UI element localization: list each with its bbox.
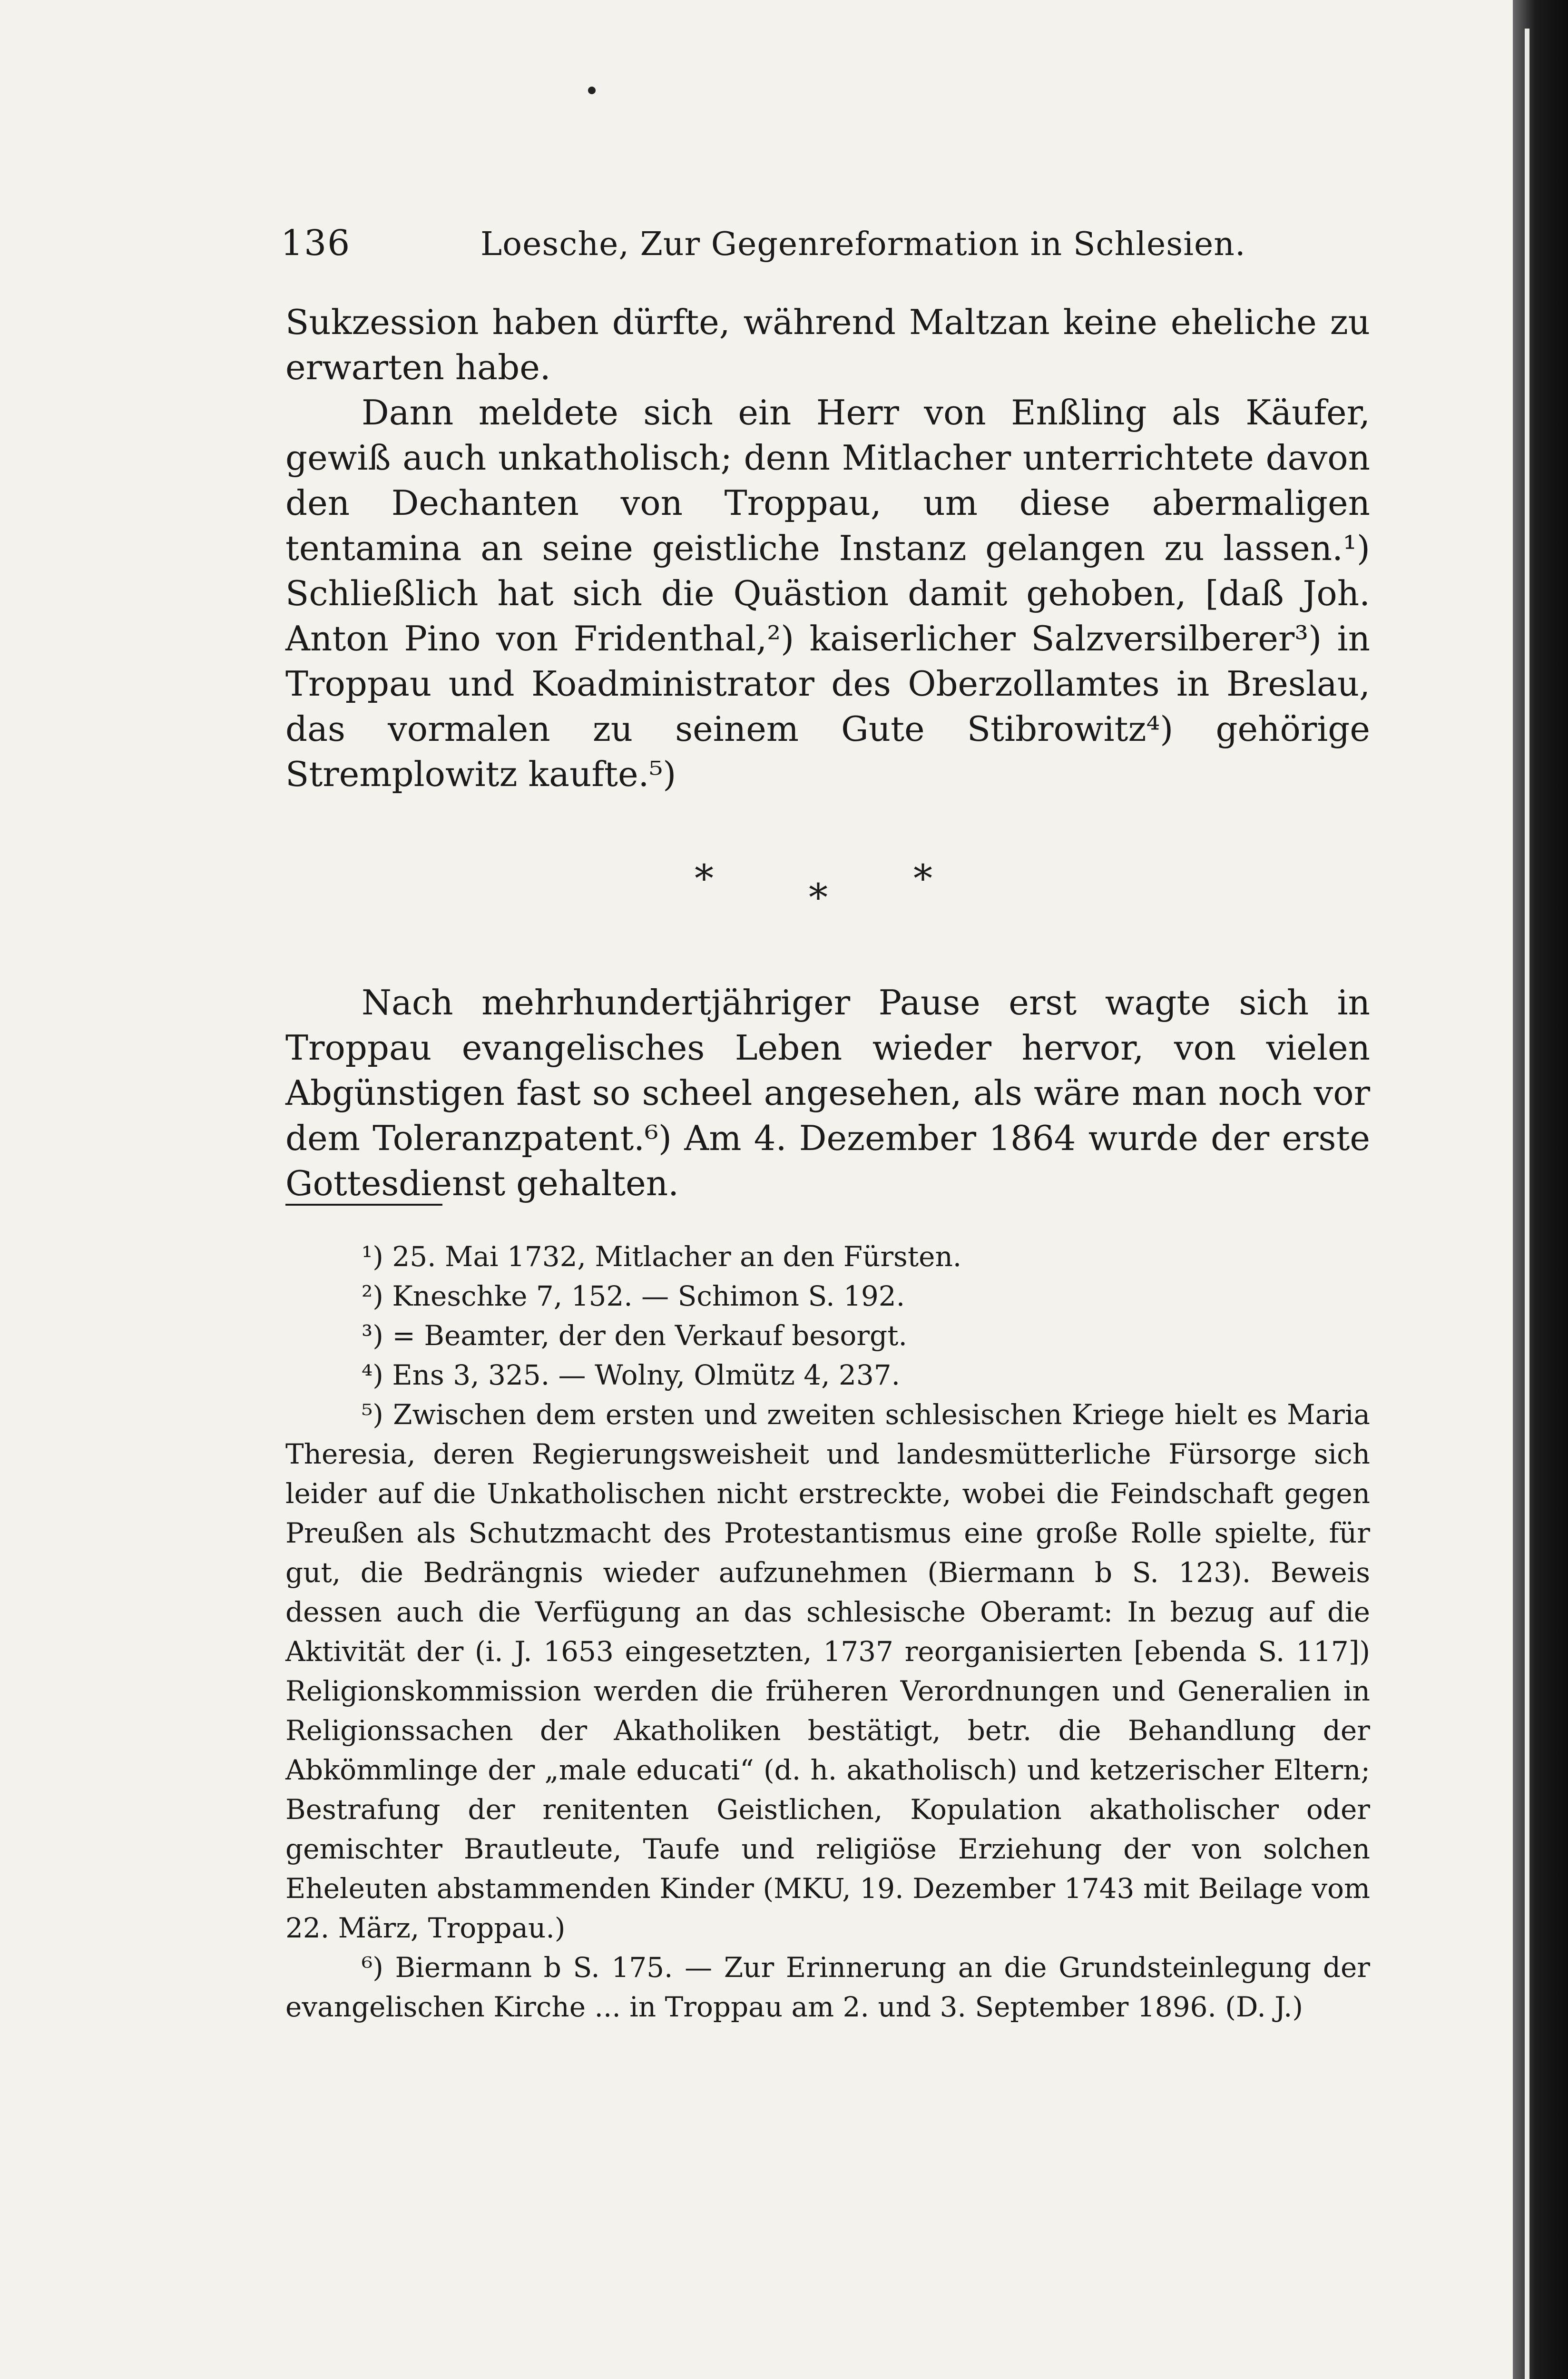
separator-star: * (695, 856, 714, 901)
body-paragraph-2: Dann meldete sich ein Herr von Enßling als Käufer, gewiß auch unkatholisch; denn Mitlacher unterrichtete davon den Dechanten von Troppau, um diese abermaligen tentamina an seine geistliche Instanz gelangen zu lassen.¹) Schließlich hat sich die Quästion damit gehoben, [daß Joh. Anton Pino von Fridenthal,²) kaiserlicher Salzversilberer³) in Troppau und Koadministrator des Oberzollamtes in Breslau, das vormalen zu seinem Gute Stibrowitz⁴) gehörige Stremplowitz kaufte.⁵) (285, 393, 1370, 794)
footnote-6: ⁶) Biermann b S. 175. — Zur Erinnerung an die Grundsteinlegung der evangelischen Kirche ... in Troppau am 2. und 3. September 1896. (D. J.) (285, 1951, 1370, 2023)
footnote-4: ⁴) Ens 3, 325. — Wolny, Olmütz 4, 237. (362, 1359, 901, 1391)
footnote-2: ²) Kneschke 7, 152. — Schimon S. 192. (362, 1280, 905, 1312)
scan-edge-shadow (1513, 0, 1568, 2379)
page-header (281, 223, 1356, 275)
body-paragraph-3: Nach mehrhundertjähriger Pause erst wagte sich in Troppau evangelisches Leben wieder hervor, von vielen Abgünstigen fast so scheel angesehen, als wäre man noch vor dem Toleranzpatent.⁶) Am 4. Dezember 1864 wurde der erste Gottesdienst gehalten. (285, 983, 1370, 1203)
scan-edge-line (1525, 29, 1529, 2379)
ink-speck (588, 87, 596, 94)
separator-star: * (913, 856, 932, 901)
footnote-5: ⁵) Zwischen dem ersten und zweiten schlesischen Kriege hielt es Maria Theresia, deren Regierungsweisheit und landesmütterliche Fürsorge sich leider auf die Unkatholischen nicht erstreckte, wobei die Feindschaft gegen Preußen als Schutzmacht des Protestantismus eine große Rolle spielte, für gut, die Bedrängnis wieder aufzunehmen (Biermann b S. 123). Beweis dessen auch die Verfügung an das schlesische Oberamt: In bezug auf die Aktivität der (i. J. 1653 eingesetzten, 1737 reorganisierten [ebenda S. 117]) Religionskommission werden die früheren Verordnungen und Generalien in Religionssachen der Akatholiken bestätigt, betr. die Behandlung der Abkömmlinge der „male educati“ (d. h. akatholisch) und ketzerischer Eltern; Bestrafung der renitenten Geistlichen, Kopulation akatholischer oder gemischter Brautleute, Taufe und religiöse Erziehung der von solchen Eheleuten abstammenden Kinder (MKU, 19. Dezember 1743 mit Beilage vom 22. März, Troppau.) (285, 1398, 1370, 1944)
footnote-rule (285, 1204, 442, 1206)
section-separator (695, 856, 961, 920)
footnotes (285, 1237, 1370, 2027)
page-number: 136 (281, 223, 351, 264)
footnote-3: ³) = Beamter, der den Verkauf besorgt. (362, 1319, 907, 1352)
running-title: Loesche, Zur Gegenreformation in Schlesien. (480, 226, 1246, 263)
body-paragraph-1: Sukzession haben dürfte, während Maltzan keine eheliche zu erwarten habe. (285, 302, 1370, 387)
separator-star: * (809, 875, 828, 920)
footnote-1: ¹) 25. Mai 1732, Mitlacher an den Fürsten. (362, 1240, 962, 1273)
